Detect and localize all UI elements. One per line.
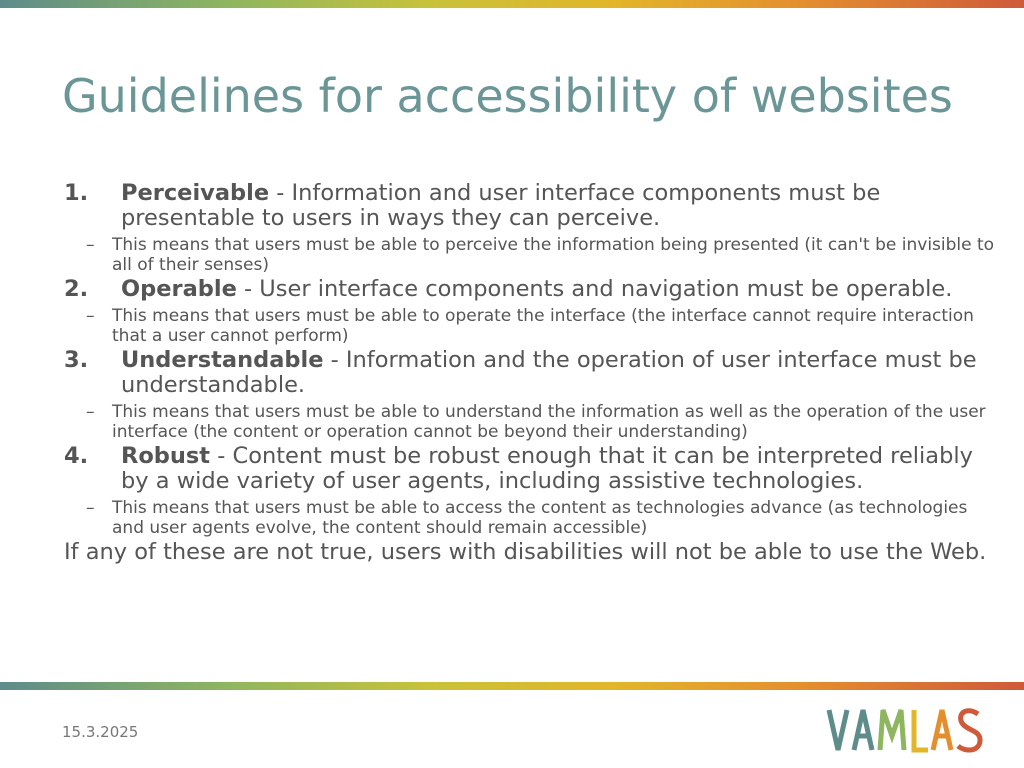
item-text: - Content must be robust enough that it can be interpreted reliably by a wide variety of user agents, including assistive technologies. bbox=[121, 443, 973, 494]
sub-item-text: This means that users must be able to access the content as technologies advance (as technologies and user agents evolve, the content should remain accessible) bbox=[112, 498, 968, 538]
item-number: 1. bbox=[64, 180, 89, 206]
top-gradient-band bbox=[0, 0, 1024, 8]
sub-item-understandable bbox=[64, 402, 1004, 442]
sub-item-perceivable bbox=[64, 235, 1004, 275]
dash-bullet: – bbox=[86, 235, 95, 255]
list-item-understandable bbox=[64, 348, 1004, 398]
item-number: 3. bbox=[64, 347, 89, 373]
vamlas-logo bbox=[826, 706, 996, 754]
sub-item-robust bbox=[64, 498, 1004, 538]
dash-bullet: – bbox=[86, 306, 95, 326]
item-number: 4. bbox=[64, 443, 89, 469]
dash-bullet: – bbox=[86, 498, 95, 518]
item-term: Operable bbox=[121, 276, 237, 302]
item-term: Perceivable bbox=[121, 180, 270, 206]
dash-bullet: – bbox=[86, 402, 95, 422]
sub-item-text: This means that users must be able to perceive the information being presented (it can't be invisible to all of their senses) bbox=[112, 235, 995, 275]
item-term: Understandable bbox=[121, 347, 324, 373]
item-text: - Information and user interface components must be presentable to users in ways they can perceive. bbox=[121, 180, 881, 231]
item-text: - Information and the operation of user interface must be understandable. bbox=[121, 347, 977, 398]
item-term: Robust bbox=[121, 443, 211, 469]
slide-content bbox=[64, 181, 1004, 565]
bottom-gradient-band bbox=[0, 682, 1024, 690]
list-item-robust bbox=[64, 444, 1004, 494]
item-text: - User interface components and navigation must be operable. bbox=[236, 276, 953, 302]
sub-item-text: This means that users must be able to operate the interface (the interface cannot require interaction that a user cannot perform) bbox=[112, 306, 974, 346]
list-item-perceivable bbox=[64, 181, 1004, 231]
list-item-operable bbox=[64, 277, 1004, 302]
sub-item-text: This means that users must be able to understand the information as well as the operation of the user interface (the content or operation cannot be beyond their understanding) bbox=[112, 402, 986, 442]
slide-title: Guidelines for accessibility of websites bbox=[62, 69, 953, 123]
sub-item-operable bbox=[64, 306, 1004, 346]
closing-statement: If any of these are not true, users with disabilities will not be able to use the Web. bbox=[64, 539, 987, 565]
footer-date: 15.3.2025 bbox=[62, 723, 139, 741]
item-number: 2. bbox=[64, 276, 89, 302]
